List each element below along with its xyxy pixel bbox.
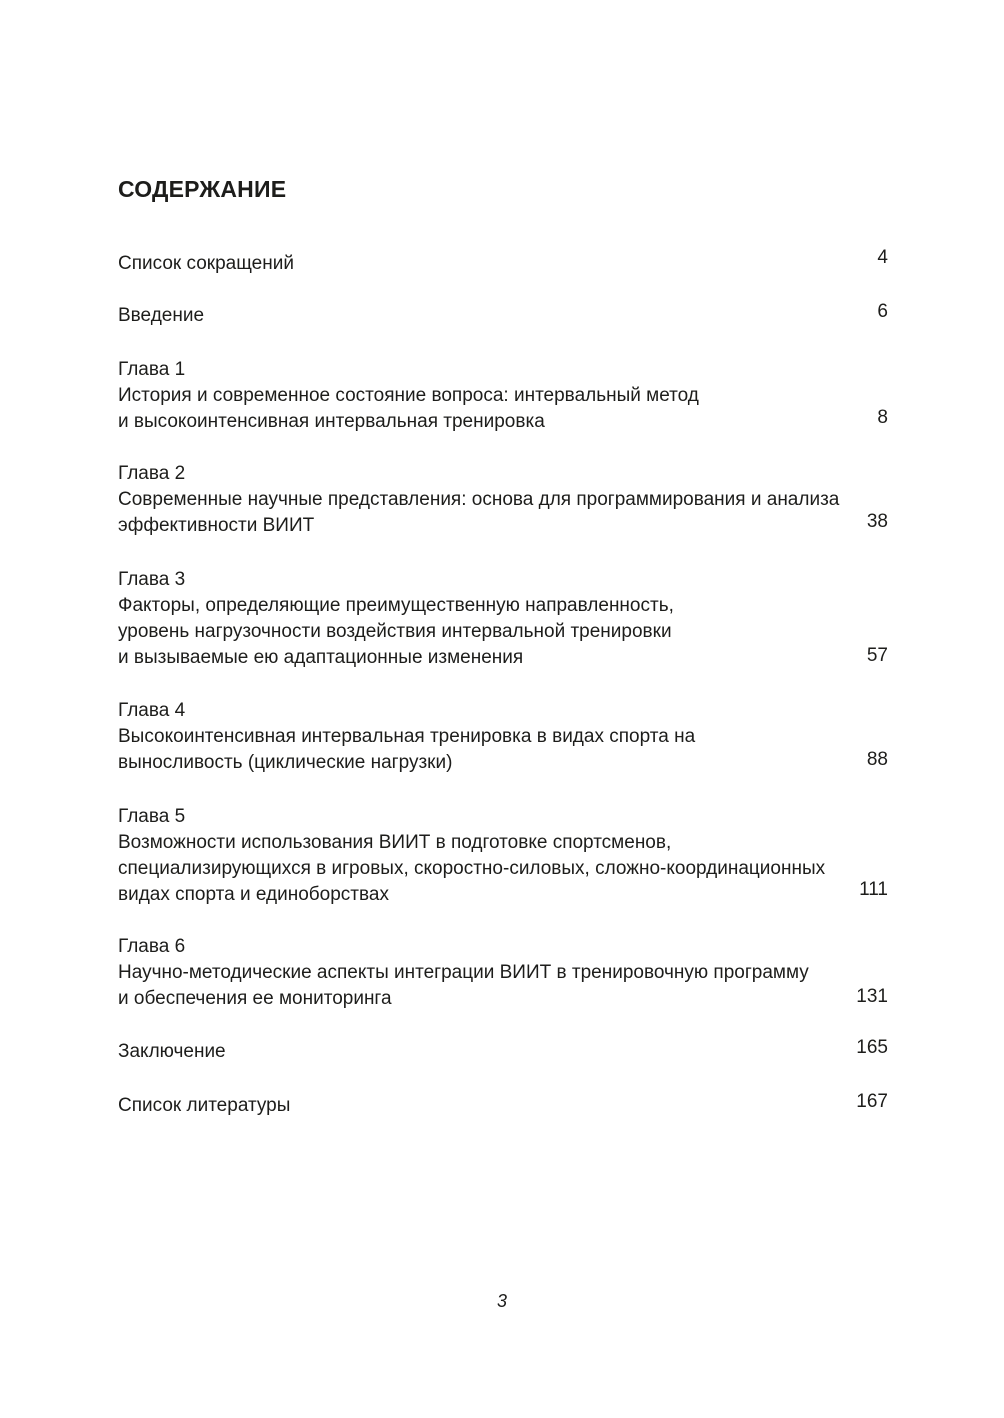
toc-entry-chapter-5: [118, 804, 888, 908]
entry-page-number: 8: [877, 407, 888, 428]
entry-line: Введение: [118, 305, 205, 326]
entry-line: видах спорта и единоборствах: [118, 884, 389, 905]
entry-line: выносливость (циклические нагрузки): [118, 752, 453, 773]
toc-entry-chapter-2: [118, 461, 888, 539]
toc-entry-chapter-1: [118, 357, 888, 435]
entry-line: уровень нагрузочности воздействия интервальной тренировки: [118, 621, 672, 642]
entry-page-number: 165: [856, 1037, 888, 1058]
entry-line: Глава 5: [118, 806, 186, 827]
entry-text: [118, 461, 848, 539]
entry-line: Список сокращений: [118, 253, 294, 274]
entry-line: и вызываемые ею адаптационные изменения: [118, 647, 524, 668]
entry-line: Современные научные представления: основа для программирования и анализа: [118, 489, 840, 510]
entry-text: [118, 303, 848, 329]
entry-line: эффективности ВИИТ: [118, 515, 315, 536]
entry-page-number: 4: [877, 247, 888, 268]
entry-line: Возможности использования ВИИТ в подготовке спортсменов,: [118, 832, 672, 853]
entry-page-number: 57: [866, 645, 888, 666]
entry-line: Научно-методические аспекты интеграции ВИИТ в тренировочную программу: [118, 962, 809, 983]
entry-text: [118, 1039, 848, 1065]
entry-text: [118, 251, 848, 277]
entry-line: Высокоинтенсивная интервальная тренировка в видах спорта на: [118, 726, 696, 747]
entry-line: Заключение: [118, 1041, 226, 1062]
entry-text: [118, 804, 848, 908]
entry-line: Глава 3: [118, 569, 186, 590]
entry-line: Глава 2: [118, 463, 186, 484]
entry-line: и обеспечения ее мониторинга: [118, 988, 392, 1009]
entry-page-number: 131: [856, 986, 888, 1007]
entry-page-number: 88: [866, 749, 888, 770]
entry-text: [118, 698, 848, 776]
toc-entry-introduction: [118, 303, 888, 329]
toc-entry-abbreviations: [118, 247, 888, 277]
entry-text: [118, 934, 848, 1012]
entry-text: [118, 567, 848, 671]
toc-entry-chapter-4: [118, 698, 888, 776]
toc-entry-references: [118, 1093, 888, 1119]
entry-page-number: 38: [866, 511, 888, 532]
entry-line: и высокоинтенсивная интервальная тренировка: [118, 411, 545, 432]
entry-line: Список литературы: [118, 1095, 291, 1116]
entry-text: [118, 357, 848, 435]
entry-line: Глава 4: [118, 700, 186, 721]
page-number: 3: [496, 1291, 507, 1311]
toc-entry-chapter-6: [118, 934, 888, 1012]
entry-page-number: 167: [856, 1091, 888, 1112]
entry-line: специализирующихся в игровых, скоростно-силовых, сложно-координационных: [118, 858, 826, 879]
toc-heading: СОДЕРЖАНИЕ: [118, 176, 287, 202]
entry-page-number: 6: [877, 301, 888, 322]
entry-line: Глава 1: [118, 359, 186, 380]
entry-line: Глава 6: [118, 936, 186, 957]
entry-page-number: 111: [859, 879, 888, 900]
entry-text: [118, 1093, 848, 1119]
toc-entry-conclusion: [118, 1039, 888, 1065]
toc-entry-chapter-3: [118, 567, 888, 671]
entry-line: История и современное состояние вопроса: интервальный метод: [118, 385, 699, 406]
entry-line: Факторы, определяющие преимущественную направленность,: [118, 595, 674, 616]
